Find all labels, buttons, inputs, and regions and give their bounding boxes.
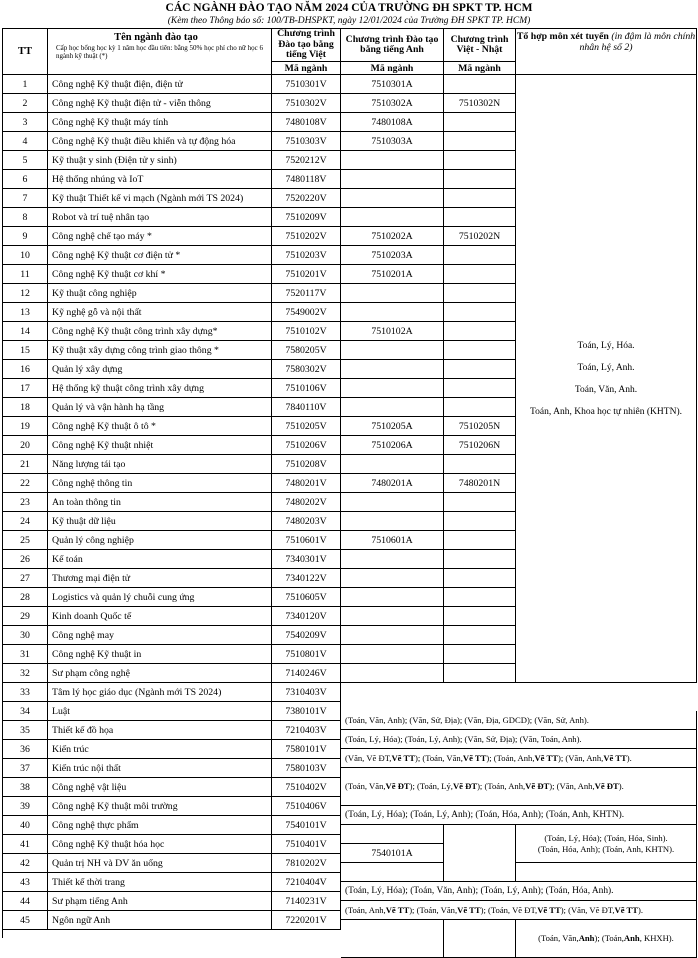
- row-9-vj-code: 7510202N: [444, 227, 516, 246]
- row-34-tt: 34: [3, 702, 48, 721]
- row-14-name: Công nghệ Kỹ thuật công trình xây dựng*: [48, 322, 272, 341]
- row-3-name: Công nghệ Kỹ thuật máy tính: [48, 113, 272, 132]
- row-11-vn-code: 7510201V: [272, 265, 341, 284]
- row-42-name: Quản trị NH và DV ăn uống: [48, 854, 272, 873]
- row-10-vj-code: [444, 246, 516, 265]
- row-24-vj-code: [444, 512, 516, 531]
- row-31-tt: 31: [3, 645, 48, 664]
- row-27-name: Thương mại điện tử: [48, 569, 272, 588]
- row-26-vj-code: [444, 550, 516, 569]
- row-28-name: Logistics và quản lý chuỗi cung ứng: [48, 588, 272, 607]
- row-1-name: Công nghệ Kỹ thuật điện, điện tử: [48, 75, 272, 94]
- en-program-row-40: 7540101A: [341, 844, 444, 863]
- row-1-en-code: 7510301A: [341, 75, 444, 94]
- row-23-name: An toàn thông tin: [48, 493, 272, 512]
- row-26-vn-code: 7340301V: [272, 550, 341, 569]
- row-43-tt: 43: [3, 873, 48, 892]
- row-25-name: Quản lý công nghiệp: [48, 531, 272, 550]
- row-19-name: Công nghệ Kỹ thuật ô tô *: [48, 417, 272, 436]
- row-2-tt: 2: [3, 94, 48, 113]
- row-28-vj-code: [444, 588, 516, 607]
- row-36-tt: 36: [3, 740, 48, 759]
- row-17-name: Hệ thống kỹ thuật công trình xây dựng: [48, 379, 272, 398]
- page-title: CÁC NGÀNH ĐÀO TẠO NĂM 2024 CỦA TRƯỜNG ĐH SPKT TP. HCM: [165, 2, 533, 14]
- row-24-vn-code: 7480203V: [272, 512, 341, 531]
- row-41-tt: 41: [3, 835, 48, 854]
- row-11-vj-code: [444, 265, 516, 284]
- row-39-tt: 39: [3, 797, 48, 816]
- row-33-name: Tâm lý học giáo dục (Ngành mới TS 2024): [48, 683, 272, 702]
- row-34-name: Luật: [48, 702, 272, 721]
- row-28-vn-code: 7510605V: [272, 588, 341, 607]
- row-3-vj-code: [444, 113, 516, 132]
- row-16-name: Quản lý xây dựng: [48, 360, 272, 379]
- row-23-vn-code: 7480202V: [272, 493, 341, 512]
- row-13-tt: 13: [3, 303, 48, 322]
- row-41-vn-code: 7510401V: [272, 835, 341, 854]
- en-program-row-44-45: [341, 920, 444, 958]
- combo-row-41-blank: [516, 863, 697, 882]
- row-29-name: Kinh doanh Quốc tế: [48, 607, 272, 626]
- header-code-vj: Mã ngành: [444, 62, 516, 75]
- row-33-tt: 33: [3, 683, 48, 702]
- row-5-vn-code: 7520212V: [272, 151, 341, 170]
- row-39-name: Công nghệ Kỹ thuật môi trường: [48, 797, 272, 816]
- row-40-tt: 40: [3, 816, 48, 835]
- row-20-name: Công nghệ Kỹ thuật nhiệt: [48, 436, 272, 455]
- header-tt: TT: [3, 29, 48, 75]
- row-15-vn-code: 7580205V: [272, 341, 341, 360]
- header-major-title: Tên ngành đào tạo: [114, 32, 198, 43]
- row-22-vn-code: 7480201V: [272, 474, 341, 493]
- row-16-vn-code: 7580302V: [272, 360, 341, 379]
- row-21-tt: 21: [3, 455, 48, 474]
- row-38-name: Công nghệ vật liệu: [48, 778, 272, 797]
- row-31-vn-code: 7510801V: [272, 645, 341, 664]
- row-7-en-code: [341, 189, 444, 208]
- row-12-vn-code: 7520117V: [272, 284, 341, 303]
- row-6-vn-code: 7480118V: [272, 170, 341, 189]
- row-24-tt: 24: [3, 512, 48, 531]
- row-6-vj-code: [444, 170, 516, 189]
- row-37-vn-code: 7580103V: [272, 759, 341, 778]
- row-5-tt: 5: [3, 151, 48, 170]
- row-31-name: Công nghệ Kỹ thuật in: [48, 645, 272, 664]
- row-25-en-code: 7510601A: [341, 531, 444, 550]
- row-37-tt: 37: [3, 759, 48, 778]
- header-combo-note: (in đậm là môn chính nhân hệ số 2): [579, 31, 696, 53]
- row-40-vn-code: 7540101V: [272, 816, 341, 835]
- row-15-tt: 15: [3, 341, 48, 360]
- row-35-tt: 35: [3, 721, 48, 740]
- row-9-en-code: 7510202A: [341, 227, 444, 246]
- row-44-name: Sư phạm tiếng Anh: [48, 892, 272, 911]
- row-30-tt: 30: [3, 626, 48, 645]
- row-9-tt: 9: [3, 227, 48, 246]
- row-19-tt: 19: [3, 417, 48, 436]
- combo-row-35: (Văn, Vẽ ĐT, Vẽ TT ); (Toán, Văn, Vẽ TT ); (Toán, Anh, Vẽ TT ); (Văn, Anh, Vẽ TT ).: [341, 749, 697, 768]
- row-14-vj-code: [444, 322, 516, 341]
- header-vn-program: Chương trình Đào tạo bằng tiếng Việt: [272, 29, 341, 62]
- row-28-tt: 28: [3, 588, 48, 607]
- row-38-vn-code: 7510402V: [272, 778, 341, 797]
- row-31-vj-code: [444, 645, 516, 664]
- row-18-en-code: [341, 398, 444, 417]
- row-5-en-code: [341, 151, 444, 170]
- row-26-en-code: [341, 550, 444, 569]
- row-4-en-code: 7510303A: [341, 132, 444, 151]
- row-11-name: Công nghệ Kỹ thuật cơ khí *: [48, 265, 272, 284]
- header-major: [48, 29, 272, 75]
- row-32-vn-code: 7140246V: [272, 664, 341, 683]
- row-40-name: Công nghệ thực phẩm: [48, 816, 272, 835]
- row-14-tt: 14: [3, 322, 48, 341]
- row-9-name: Công nghệ chế tạo máy *: [48, 227, 272, 246]
- row-14-en-code: 7510102A: [341, 322, 444, 341]
- majors-table: [2, 28, 697, 943]
- row-42-tt: 42: [3, 854, 48, 873]
- combo-tech: [516, 75, 697, 683]
- combo-row-33: (Toán, Văn, Anh); (Văn, Sử, Địa); (Văn, Địa, GDCD); (Văn, Sử, Anh).: [341, 711, 697, 730]
- combo-row-44-45: (Toán, Văn, Anh ); (Toán, Anh , KHXH).: [516, 920, 697, 958]
- page-subtitle: (Kèm theo Thông báo số: 100/TB-DHSPKT, ngày 12/01/2024 của Trường ĐH SPKT TP. HCM): [167, 16, 531, 26]
- row-5-name: Kỹ thuật y sinh (Điện tử y sinh): [48, 151, 272, 170]
- row-23-tt: 23: [3, 493, 48, 512]
- row-43-name: Thiết kế thời trang: [48, 873, 272, 892]
- header-en-program: Chương trình Đào tạo bằng tiếng Anh: [341, 29, 444, 62]
- row-2-vn-code: 7510302V: [272, 94, 341, 113]
- row-21-vn-code: 7510208V: [272, 455, 341, 474]
- row-7-vj-code: [444, 189, 516, 208]
- row-13-name: Kỹ nghệ gỗ và nội thất: [48, 303, 272, 322]
- row-30-vn-code: 7540209V: [272, 626, 341, 645]
- row-21-vj-code: [444, 455, 516, 474]
- row-4-name: Công nghệ Kỹ thuật điều khiển và tự động hóa: [48, 132, 272, 151]
- row-17-tt: 17: [3, 379, 48, 398]
- header-code-vn: Mã ngành: [272, 62, 341, 75]
- combo-row-36-37: (Toán, Văn, Vẽ ĐT ); (Toán, Lý, Vẽ ĐT ); (Toán, Anh, Vẽ ĐT ); (Văn, Anh, Vẽ ĐT ).: [341, 768, 697, 806]
- row-10-tt: 10: [3, 246, 48, 265]
- row-32-en-code: [341, 664, 444, 683]
- combo-tech-3: Toán, Văn, Anh.: [574, 384, 638, 395]
- row-39-vn-code: 7510406V: [272, 797, 341, 816]
- row-27-vn-code: 7340122V: [272, 569, 341, 588]
- row-37-name: Kiến trúc nội thất: [48, 759, 272, 778]
- row-8-vj-code: [444, 208, 516, 227]
- row-22-name: Công nghệ thông tin: [48, 474, 272, 493]
- row-24-name: Kỹ thuật dữ liệu: [48, 512, 272, 531]
- row-27-en-code: [341, 569, 444, 588]
- row-44-vn-code: 7140231V: [272, 892, 341, 911]
- row-30-name: Công nghệ may: [48, 626, 272, 645]
- row-25-tt: 25: [3, 531, 48, 550]
- row-18-tt: 18: [3, 398, 48, 417]
- row-14-vn-code: 7510102V: [272, 322, 341, 341]
- row-26-tt: 26: [3, 550, 48, 569]
- header-code-en: Mã ngành: [341, 62, 444, 75]
- row-36-vn-code: 7580101V: [272, 740, 341, 759]
- row-44-tt: 44: [3, 892, 48, 911]
- row-22-vj-code: 7480201N: [444, 474, 516, 493]
- row-18-name: Quản lý và vận hành hạ tầng: [48, 398, 272, 417]
- row-8-en-code: [341, 208, 444, 227]
- row-13-en-code: [341, 303, 444, 322]
- vj-program-row-44-45: [444, 920, 516, 958]
- row-8-vn-code: 7510209V: [272, 208, 341, 227]
- row-32-name: Sư phạm công nghệ: [48, 664, 272, 683]
- header-vj-program: Chương trình Việt - Nhật: [444, 29, 516, 62]
- row-3-en-code: 7480108A: [341, 113, 444, 132]
- row-1-vn-code: 7510301V: [272, 75, 341, 94]
- row-33-vn-code: 7310403V: [272, 683, 341, 702]
- en-program-row-39: [341, 825, 444, 844]
- row-3-vn-code: 7480108V: [272, 113, 341, 132]
- row-13-vn-code: 7549002V: [272, 303, 341, 322]
- row-20-tt: 20: [3, 436, 48, 455]
- row-30-en-code: [341, 626, 444, 645]
- row-15-vj-code: [444, 341, 516, 360]
- row-25-vj-code: [444, 531, 516, 550]
- row-41-name: Công nghệ Kỹ thuật hóa học: [48, 835, 272, 854]
- row-21-name: Năng lượng tái tạo: [48, 455, 272, 474]
- row-25-vn-code: 7510601V: [272, 531, 341, 550]
- row-6-tt: 6: [3, 170, 48, 189]
- row-6-name: Hệ thống nhúng và IoT: [48, 170, 272, 189]
- row-31-en-code: [341, 645, 444, 664]
- row-20-vn-code: 7510206V: [272, 436, 341, 455]
- row-15-name: Kỹ thuật xây dựng công trình giao thông *: [48, 341, 272, 360]
- row-22-en-code: 7480201A: [341, 474, 444, 493]
- row-12-name: Kỹ thuật công nghiệp: [48, 284, 272, 303]
- row-8-tt: 8: [3, 208, 48, 227]
- row-8-name: Robot và trí tuệ nhân tạo: [48, 208, 272, 227]
- combo-tech-2: Toán, Lý, Anh.: [577, 362, 635, 373]
- row-24-en-code: [341, 512, 444, 531]
- row-17-vj-code: [444, 379, 516, 398]
- combo-row-42: (Toán, Lý, Hóa); (Toán, Văn, Anh); (Toán, Lý, Anh); (Toán, Hóa, Anh).: [341, 882, 697, 901]
- row-5-vj-code: [444, 151, 516, 170]
- row-16-tt: 16: [3, 360, 48, 379]
- row-2-en-code: 7510302A: [341, 94, 444, 113]
- row-1-tt: 1: [3, 75, 48, 94]
- row-42-vn-code: 7810202V: [272, 854, 341, 873]
- row-9-vn-code: 7510202V: [272, 227, 341, 246]
- row-27-tt: 27: [3, 569, 48, 588]
- row-12-tt: 12: [3, 284, 48, 303]
- row-20-vj-code: 7510206N: [444, 436, 516, 455]
- combo-row-38: (Toán, Lý, Hóa); (Toán, Lý, Anh); (Toán, Hóa, Anh); (Toán, Anh, KHTN).: [341, 806, 697, 825]
- row-11-en-code: 7510201A: [341, 265, 444, 284]
- row-4-tt: 4: [3, 132, 48, 151]
- row-18-vj-code: [444, 398, 516, 417]
- row-23-vj-code: [444, 493, 516, 512]
- row-43-vn-code: 7210404V: [272, 873, 341, 892]
- row-32-tt: 32: [3, 664, 48, 683]
- row-1-vj-code: [444, 75, 516, 94]
- row-35-vn-code: 7210403V: [272, 721, 341, 740]
- row-22-tt: 22: [3, 474, 48, 493]
- row-19-vn-code: 7510205V: [272, 417, 341, 436]
- row-17-vn-code: 7510106V: [272, 379, 341, 398]
- row-4-vn-code: 7510303V: [272, 132, 341, 151]
- combo-row-43: (Toán, Anh, Vẽ TT ); (Toán, Văn, Vẽ TT ); (Toán, Vẽ ĐT, Vẽ TT ); (Văn, Vẽ ĐT, Vẽ TT ).: [341, 901, 697, 920]
- row-10-name: Công nghệ Kỹ thuật cơ điện tử *: [48, 246, 272, 265]
- row-29-en-code: [341, 607, 444, 626]
- row-45-vn-code: 7220201V: [272, 911, 341, 930]
- row-36-name: Kiến trúc: [48, 740, 272, 759]
- row-29-vj-code: [444, 607, 516, 626]
- row-45-name: Ngôn ngữ Anh: [48, 911, 272, 930]
- row-29-tt: 29: [3, 607, 48, 626]
- row-30-vj-code: [444, 626, 516, 645]
- header-combo: [516, 29, 697, 75]
- row-2-name: Công nghệ Kỹ thuật điện tử - viễn thông: [48, 94, 272, 113]
- row-45-tt: 45: [3, 911, 48, 930]
- row-12-en-code: [341, 284, 444, 303]
- row-29-vn-code: 7340120V: [272, 607, 341, 626]
- header-combo-main: Tổ hợp môn xét tuyển: [516, 31, 612, 42]
- row-38-tt: 38: [3, 778, 48, 797]
- row-27-vj-code: [444, 569, 516, 588]
- row-4-vj-code: [444, 132, 516, 151]
- row-17-en-code: [341, 379, 444, 398]
- row-21-en-code: [341, 455, 444, 474]
- combo-tech-1: Toán, Lý, Hóa.: [577, 340, 635, 351]
- combo-row-39-41: (Toán, Lý, Hóa); (Toán, Hóa, Sinh). (Toán, Hóa, Anh); (Toán, Anh, KHTN).: [516, 825, 697, 863]
- row-19-en-code: 7510205A: [341, 417, 444, 436]
- row-16-en-code: [341, 360, 444, 379]
- row-19-vj-code: 7510205N: [444, 417, 516, 436]
- row-34-vn-code: 7380101V: [272, 702, 341, 721]
- row-20-en-code: 7510206A: [341, 436, 444, 455]
- row-7-vn-code: 7520220V: [272, 189, 341, 208]
- row-10-vn-code: 7510203V: [272, 246, 341, 265]
- row-28-en-code: [341, 588, 444, 607]
- row-35-name: Thiết kế đồ họa: [48, 721, 272, 740]
- row-12-vj-code: [444, 284, 516, 303]
- row-13-vj-code: [444, 303, 516, 322]
- row-23-en-code: [341, 493, 444, 512]
- vj-program-row-39-41: [444, 825, 516, 882]
- header-major-note: Cấp học bổng học kỳ 1 năm học đầu tiên: bằng 50% học phí cho nữ học 6 ngành kỹ thuật (*): [56, 44, 263, 60]
- row-7-tt: 7: [3, 189, 48, 208]
- row-11-tt: 11: [3, 265, 48, 284]
- en-program-row-41: [341, 863, 444, 882]
- row-32-vj-code: [444, 664, 516, 683]
- row-18-vn-code: 7840110V: [272, 398, 341, 417]
- row-6-en-code: [341, 170, 444, 189]
- row-3-tt: 3: [3, 113, 48, 132]
- row-15-en-code: [341, 341, 444, 360]
- row-10-en-code: 7510203A: [341, 246, 444, 265]
- combo-row-34: (Toán, Lý, Hóa); (Toán, Lý, Anh); (Văn, Sử, Địa); (Văn, Toán, Anh).: [341, 730, 697, 749]
- row-7-name: Kỹ thuật Thiết kế vi mạch (Ngành mới TS 2024): [48, 189, 272, 208]
- row-2-vj-code: 7510302N: [444, 94, 516, 113]
- row-26-name: Kế toán: [48, 550, 272, 569]
- row-16-vj-code: [444, 360, 516, 379]
- combo-tech-4: Toán, Anh, Khoa học tự nhiên (KHTN).: [530, 406, 682, 417]
